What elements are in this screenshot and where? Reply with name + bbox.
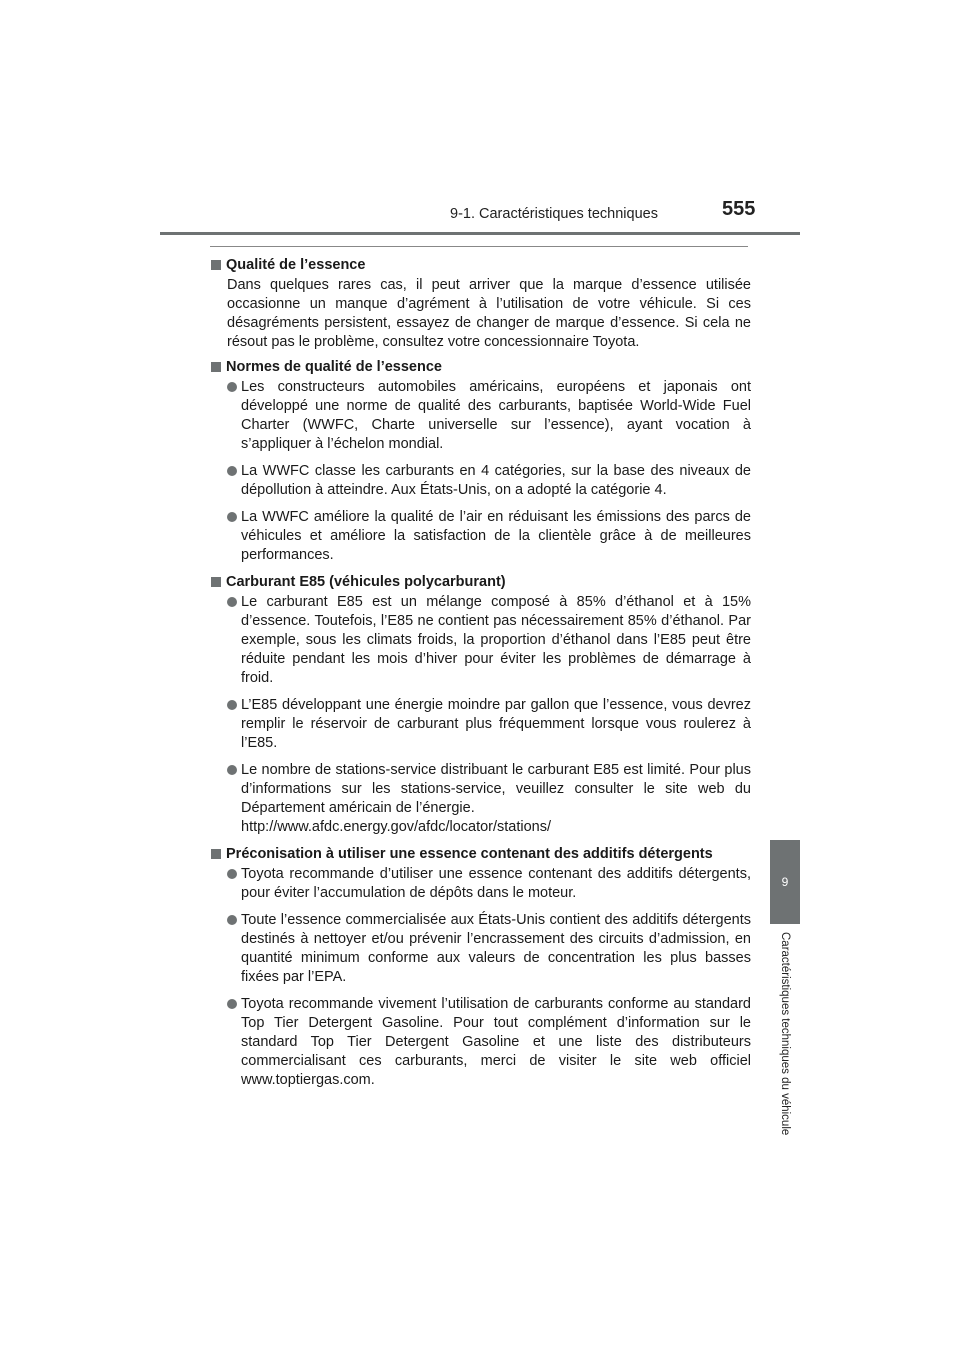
chapter-side-label [770, 932, 800, 1136]
running-header-section: 9-1. Caractéristiques techniques [450, 206, 658, 222]
list-item-body: Le nombre de stations-service distribuant le carburant E85 est limité. Pour plus d’informations sur les stations-service, veuillez consulter le site web du Département américain de l’énergie. [241, 762, 751, 816]
page-content [211, 256, 751, 1098]
section-heading-text: Qualité de l’essence [226, 257, 366, 273]
list-item [227, 696, 751, 753]
list-item-text [241, 761, 751, 837]
section-paragraph: Dans quelques rares cas, il peut arriver que la marque d’essence utilisée occasionne un manque d’agrément à l’utilisation de votre véhicule. Si ces désagréments persistent, essayez de changer de marque d’essence. Si cela ne résout pas le problème, consultez votre concessionnaire Toyota. [227, 277, 751, 350]
list-item [227, 995, 751, 1090]
list-item [227, 865, 751, 903]
section-heading [211, 573, 751, 592]
square-bullet-icon [211, 260, 221, 270]
list-item [227, 378, 751, 454]
chapter-title: Caractéristiques techniques du véhicule [779, 932, 791, 1136]
round-bullet-icon [227, 765, 237, 775]
list-item [227, 761, 751, 837]
list-item-text: Le carburant E85 est un mélange composé à 85% d’éthanol et à 15% d’essence. Toutefois, l’E85 ne contient pas nécessairement 85% d’éthanol. Par exemple, sous les climats froids, la proportion d’éthanol dans l’E85 peut être réduite pendant les mois d’hiver pour éviter les problèmes de démarrage à froid. [241, 594, 751, 686]
list-item-text: L’E85 développant une énergie moindre par gallon que l’essence, vous devrez remplir le réservoir de carburant plus fréquemment lorsque vous roulerez à l’E85. [241, 697, 751, 751]
section-detergent-additives [211, 845, 751, 1090]
section-heading-text: Normes de qualité de l’essence [226, 359, 442, 375]
section-heading [211, 256, 751, 275]
list-item [227, 593, 751, 688]
section-heading [211, 358, 751, 377]
list-item [227, 911, 751, 987]
round-bullet-icon [227, 382, 237, 392]
round-bullet-icon [227, 597, 237, 607]
square-bullet-icon [211, 362, 221, 372]
list-item-text: Les constructeurs automobiles américains, européens et japonais ont développé une norme de qualité des carburants, baptisée World-Wide Fuel Charter (WWFC, Charte universelle sur l’essence), ayant vocation à s’appliquer à l’échelon mondial. [241, 379, 751, 452]
header-rule [160, 232, 800, 235]
round-bullet-icon [227, 869, 237, 879]
square-bullet-icon [211, 849, 221, 859]
round-bullet-icon [227, 999, 237, 1009]
list-item [227, 462, 751, 500]
section-heading-text: Préconisation à utiliser une essence contenant des additifs détergents [226, 846, 713, 862]
list-item-text: Toute l’essence commercialisée aux États-Unis contient des additifs détergents destinés à nettoyer et/ou prévenir l’encrassement des circuits d’admission, en quantité minimum conforme aux valeurs de concentration les plus basses fixées par l’EPA. [241, 912, 751, 985]
section-fuel-quality [211, 256, 751, 352]
page-number: 555 [722, 198, 756, 220]
chapter-tab [770, 840, 800, 924]
section-heading-text: Carburant E85 (véhicules polycarburant) [226, 574, 506, 590]
square-bullet-icon [211, 577, 221, 587]
list-item-text: La WWFC améliore la qualité de l’air en réduisant les émissions des parcs de véhicules et améliore la satisfaction de la clientèle grâce à de meilleures performances. [241, 509, 751, 563]
section-heading [211, 845, 751, 864]
stations-url-link[interactable]: http://www.afdc.energy.gov/afdc/locator/stations/ [241, 819, 552, 835]
list-item-text: La WWFC classe les carburants en 4 catégories, sur la base des niveaux de dépollution à atteindre. Aux États-Unis, on a adopté la catégorie 4. [241, 463, 751, 498]
content-top-rule [210, 246, 748, 247]
section-fuel-standards [211, 358, 751, 565]
chapter-number: 9 [781, 875, 789, 889]
round-bullet-icon [227, 512, 237, 522]
list-item [227, 508, 751, 565]
list-item-text: Toyota recommande vivement l’utilisation de carburants conforme au standard Top Tier Detergent Gasoline. Pour tout complément d’information sur le standard Top Tier Detergent Gasoline et une liste des distributeurs commercialisant ces carburants, merci de visiter le site web officiel www.toptiergas.com. [241, 996, 751, 1088]
round-bullet-icon [227, 466, 237, 476]
round-bullet-icon [227, 700, 237, 710]
list-item-text: Toyota recommande d’utiliser une essence contenant des additifs détergents, pour éviter l’accumulation de dépôts dans le moteur. [241, 866, 751, 901]
section-e85-fuel [211, 573, 751, 837]
round-bullet-icon [227, 915, 237, 925]
